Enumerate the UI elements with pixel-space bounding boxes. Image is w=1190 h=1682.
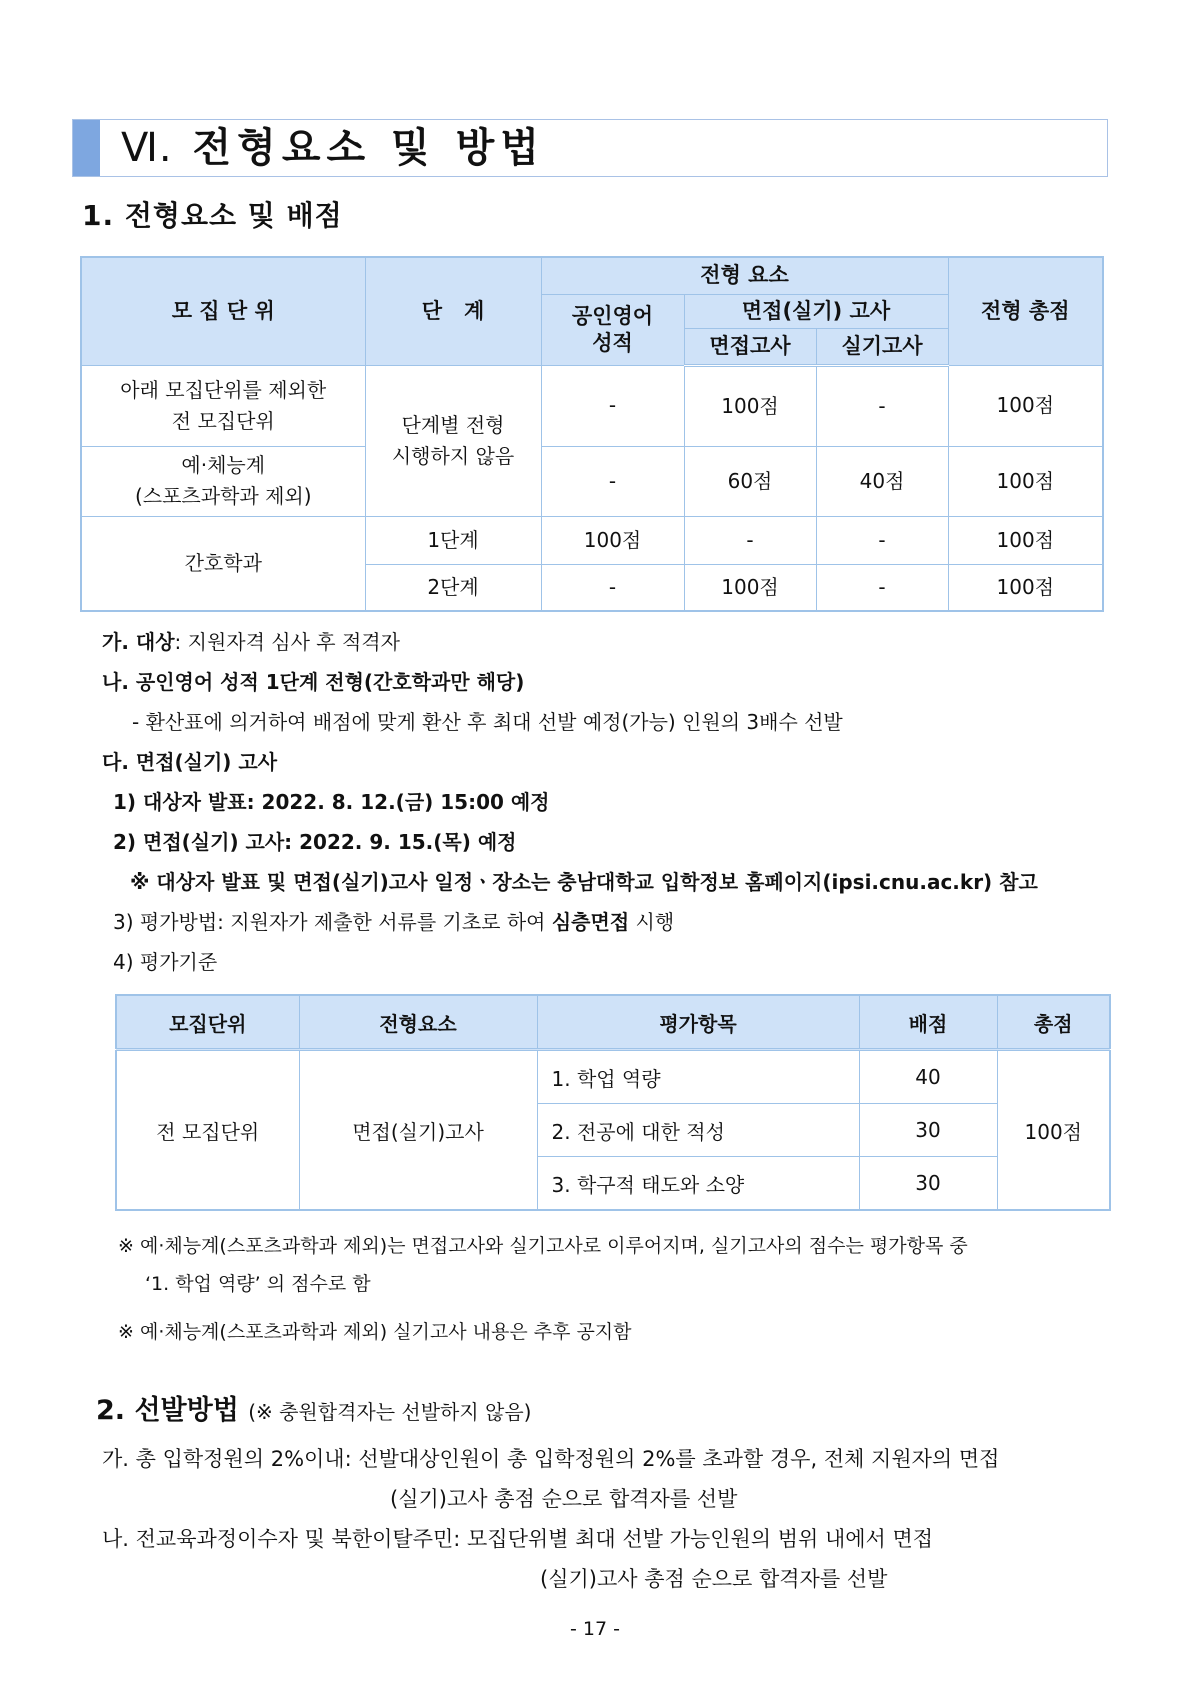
item-na: 나. 공인영어 성적 1단계 전형(간호학과만 해당): [102, 670, 525, 694]
item-da1: 1) 대상자 발표: 2022. 8. 12.(금) 15:00 예정: [113, 790, 550, 814]
header-interview-exam: 면접(실기) 고사: [684, 294, 948, 328]
cell-english: -: [541, 365, 684, 446]
criteria-item: 1. 학업 역량: [537, 1050, 859, 1104]
table-row: [116, 1050, 1110, 1104]
header-practical: 실기고사: [816, 328, 948, 365]
item-ga: 가. 대상: 지원자격 심사 후 적격자: [102, 630, 400, 654]
section1-title: 1. 전형요소 및 배점: [82, 199, 343, 232]
item-da-note: ※ 대상자 발표 및 면접(실기)고사 일정ㆍ장소는 충남대학교 입학정보 홈페이지(ipsi.cnu.ac.kr) 참고: [130, 870, 1038, 894]
criteria-item: 3. 학구적 태도와 소양: [537, 1157, 859, 1211]
cell-total: 100점: [948, 446, 1103, 516]
cell-practical: -: [816, 516, 948, 564]
note2: ※ 예·체능계(스포츠과학과 제외) 실기고사 내용은 추후 공지함: [118, 1321, 632, 1343]
item-da: 다. 면접(실기) 고사: [102, 750, 278, 774]
cell-unit: 간호학과: [81, 516, 365, 611]
section2-ga-line1: 가. 총 입학정원의 2%이내: 선발대상인원이 총 입학정원의 2%를 초과할 경우, 전체 지원자의 면접: [102, 1447, 1000, 1471]
criteria-element: 면접(실기)고사: [299, 1050, 537, 1211]
criteria-header-element: 전형요소: [299, 995, 537, 1050]
cell-stage: 2단계: [365, 564, 541, 611]
cell-practical: 40점: [816, 446, 948, 516]
criteria-score: 40: [859, 1050, 997, 1104]
cell-english: -: [541, 564, 684, 611]
cell-english: 100점: [541, 516, 684, 564]
cell-total: 100점: [948, 516, 1103, 564]
chapter-banner: [72, 119, 1108, 177]
header-stage: 단 계: [365, 257, 541, 365]
banner-accent-bar: [73, 120, 100, 176]
note1-line1: ※ 예·체능계(스포츠과학과 제외)는 면접고사와 실기고사로 이루어지며, 실기고사의 점수는 평가항목 중: [118, 1235, 968, 1257]
cell-stage: 단계별 전형 시행하지 않음: [365, 365, 541, 516]
criteria-header-unit: 모집단위: [116, 995, 299, 1050]
note1-line2: ‘1. 학업 역량’ 의 점수로 함: [145, 1273, 371, 1295]
table-row: [81, 365, 1103, 446]
criteria-item: 2. 전공에 대한 적성: [537, 1104, 859, 1157]
criteria-score: 30: [859, 1157, 997, 1211]
cell-unit: 예·체능계 (스포츠과학과 제외): [81, 446, 365, 516]
item-na-sub: - 환산표에 의거하여 배점에 맞게 환산 후 최대 선발 예정(가능) 인원의 3배수 선발: [132, 710, 843, 734]
table-row: [81, 446, 1103, 516]
score-table: [80, 256, 1104, 612]
item-da3: 3) 평가방법: 지원자가 제출한 서류를 기초로 하여 심층면접 시행: [113, 910, 675, 934]
item-da4: 4) 평가기준: [113, 950, 218, 974]
header-elements: 전형 요소: [541, 257, 948, 294]
cell-interview: -: [684, 516, 816, 564]
header-interview: 면접고사: [684, 328, 816, 365]
item-da2: 2) 면접(실기) 고사: 2022. 9. 15.(목) 예정: [113, 830, 517, 854]
cell-interview: 100점: [684, 564, 816, 611]
cell-unit: 아래 모집단위를 제외한 전 모집단위: [81, 365, 365, 446]
cell-english: -: [541, 446, 684, 516]
section2-na-line2: (실기)고사 총점 순으로 합격자를 선발: [540, 1567, 888, 1591]
criteria-total: 100점: [997, 1050, 1110, 1211]
header-total: 전형 총점: [948, 257, 1103, 365]
criteria-score: 30: [859, 1104, 997, 1157]
header-unit: 모 집 단 위: [81, 257, 365, 365]
cell-stage: 1단계: [365, 516, 541, 564]
chapter-title: Ⅵ. 전형요소 및 방법: [121, 125, 545, 171]
criteria-header-item: 평가항목: [537, 995, 859, 1050]
section2-ga-line2: (실기)고사 총점 순으로 합격자를 선발: [390, 1487, 738, 1511]
cell-practical: -: [816, 564, 948, 611]
cell-interview: 100점: [684, 365, 816, 446]
cell-interview: 60점: [684, 446, 816, 516]
cell-practical: -: [816, 365, 948, 446]
section2-na-line1: 나. 전교육과정이수자 및 북한이탈주민: 모집단위별 최대 선발 가능인원의 범위 내에서 면접: [102, 1527, 934, 1551]
header-english: 공인영어 성적: [541, 294, 684, 365]
page-number: - 17 -: [570, 1618, 620, 1640]
criteria-table: [115, 994, 1111, 1211]
table-row: [81, 516, 1103, 564]
criteria-unit: 전 모집단위: [116, 1050, 299, 1211]
section2-title: 2. 선발방법 (※ 충원합격자는 선발하지 않음): [96, 1395, 532, 1426]
criteria-header-score: 배점: [859, 995, 997, 1050]
cell-total: 100점: [948, 564, 1103, 611]
criteria-header-total: 총점: [997, 995, 1110, 1050]
cell-total: 100점: [948, 365, 1103, 446]
